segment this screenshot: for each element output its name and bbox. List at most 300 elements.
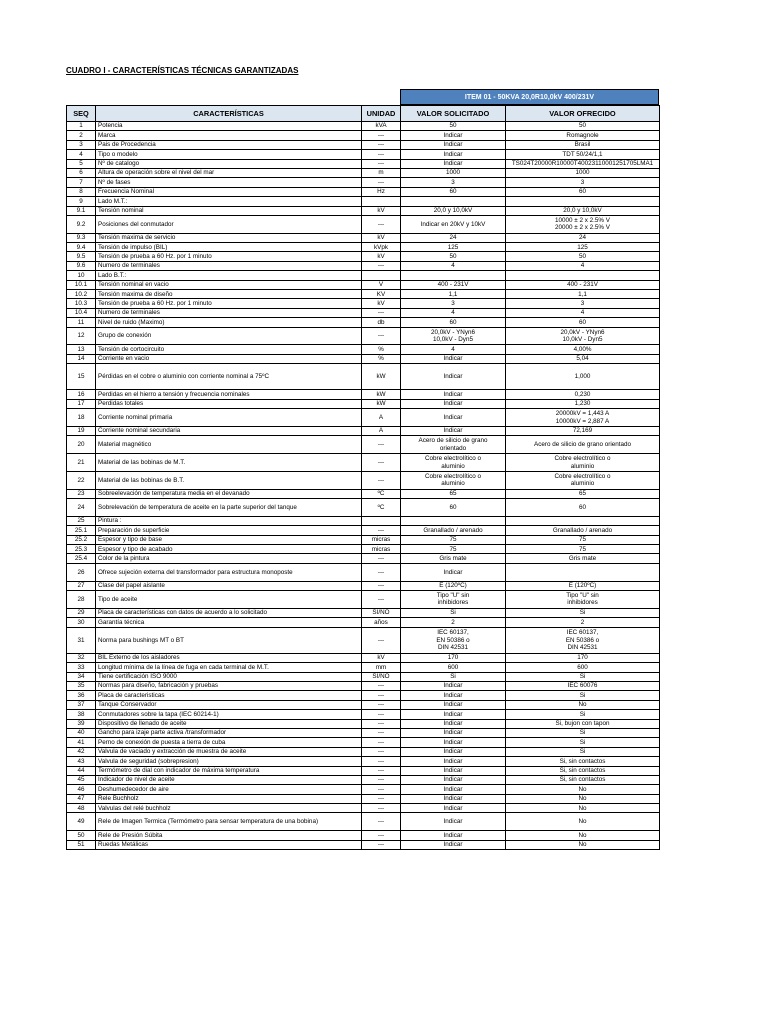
characteristic-cell: Perdidas en el hierro a tensión y frecuencia nominales [96, 390, 362, 399]
table-row [67, 591, 660, 609]
table-row [67, 794, 660, 803]
unit-cell: --- [362, 840, 401, 849]
table-row [67, 409, 660, 427]
table-row [67, 233, 660, 242]
seq-cell: 10.1 [67, 280, 96, 289]
requested-value-cell: 60 [401, 318, 506, 327]
requested-value-cell: Indicar [401, 150, 506, 159]
table-row [67, 710, 660, 719]
unit-cell: --- [362, 757, 401, 766]
requested-value-cell: Indicar [401, 354, 506, 363]
characteristic-cell: Frecuencia Nominal [96, 187, 362, 196]
unit-cell: --- [362, 591, 401, 609]
table-row [67, 187, 660, 196]
unit-cell: micras [362, 535, 401, 544]
unit-cell: --- [362, 804, 401, 813]
unit-cell: A [362, 426, 401, 435]
table-row [67, 775, 660, 784]
requested-value-cell: Acero de silicio de grano orientado [401, 436, 506, 454]
characteristic-cell: Material de las bobinas de M.T. [96, 454, 362, 472]
seq-cell: 3 [67, 140, 96, 149]
unit-cell: --- [362, 581, 401, 590]
characteristic-cell: Sobrelevación de temperatura de aceite en la parte superior del tanque [96, 499, 362, 517]
requested-value-cell: 2 [401, 618, 506, 627]
offered-value-cell: 50 [506, 122, 660, 131]
offered-value-cell: Tipo "U" sin inhibidores [506, 591, 660, 609]
table-row [67, 178, 660, 187]
seq-cell: 25.4 [67, 554, 96, 563]
requested-value-cell [401, 271, 506, 280]
table-row [67, 308, 660, 317]
characteristic-cell: Perdidas totales [96, 399, 362, 408]
characteristic-cell: Ofrece sujeción externa del transformador para estructura monoposte [96, 563, 362, 581]
characteristic-cell: Pais de Procedencia [96, 140, 362, 149]
seq-cell: 18 [67, 409, 96, 427]
offered-value-cell: Si, sin contactos [506, 775, 660, 784]
offered-value-cell: 10000 ± 2 x 2.5% V 20000 ± 2 x 2.5% V [506, 215, 660, 233]
seq-cell: 9 [67, 197, 96, 206]
requested-value-cell: Si [401, 672, 506, 681]
offered-value-cell: Granallado / arenado [506, 526, 660, 535]
unit-cell: --- [362, 140, 401, 149]
characteristic-cell: Ruedas Metálicas [96, 840, 362, 849]
offered-value-cell: Si [506, 710, 660, 719]
seq-cell: 25.2 [67, 535, 96, 544]
seq-cell: 40 [67, 728, 96, 737]
requested-value-cell: 3 [401, 178, 506, 187]
seq-cell: 30 [67, 618, 96, 627]
requested-value-cell: 4 [401, 261, 506, 270]
characteristic-cell: Grupo de conexión [96, 327, 362, 345]
table-row [67, 535, 660, 544]
seq-cell: 37 [67, 700, 96, 709]
unit-cell: micras [362, 545, 401, 554]
unit-cell: kW [362, 399, 401, 408]
table-header-row [67, 106, 660, 122]
offered-value-cell: E (120ºC) [506, 581, 660, 590]
seq-cell: 46 [67, 785, 96, 794]
characteristic-cell: Nivel de ruido (Maximo) [96, 318, 362, 327]
offered-value-cell: No [506, 813, 660, 831]
requested-value-cell: Indicar [401, 409, 506, 427]
seq-cell: 32 [67, 653, 96, 662]
characteristic-cell: Potencia [96, 122, 362, 131]
characteristic-cell: Perno de conexión de puesta a tierra de cuba [96, 738, 362, 747]
seq-cell: 9.6 [67, 261, 96, 270]
table-row [67, 728, 660, 737]
characteristic-cell: Material de las bobinas de B.T. [96, 471, 362, 489]
requested-value-cell: Gris mate [401, 554, 506, 563]
offered-value-cell [506, 271, 660, 280]
characteristic-cell: Tiene certificación ISO 9000 [96, 672, 362, 681]
table-row [67, 206, 660, 215]
characteristic-cell: Tensión de prueba a 60 Hz. por 1 minuto [96, 252, 362, 261]
offered-value-cell: TS024T20000R10000T40023110001251705LMA1 [506, 159, 660, 168]
offered-value-cell: 60 [506, 318, 660, 327]
requested-value-cell: 600 [401, 663, 506, 672]
offered-value-cell [506, 563, 660, 581]
unit-cell: kV [362, 299, 401, 308]
offered-value-cell: 1000 [506, 168, 660, 177]
seq-cell: 33 [67, 663, 96, 672]
offered-value-cell: Brasil [506, 140, 660, 149]
unit-cell: --- [362, 454, 401, 472]
seq-cell: 22 [67, 471, 96, 489]
characteristic-cell: Garantía técnica [96, 618, 362, 627]
offered-value-cell: 60 [506, 187, 660, 196]
characteristic-cell: Altura de operación sobre el nivel del mar [96, 168, 362, 177]
characteristic-cell: Nº de catalogo [96, 159, 362, 168]
unit-cell: --- [362, 215, 401, 233]
unit-cell: --- [362, 627, 401, 653]
offered-value-cell: Si, sin contactos [506, 766, 660, 775]
requested-value-cell: Indicar [401, 399, 506, 408]
requested-value-cell: 65 [401, 489, 506, 498]
table-row [67, 454, 660, 472]
unit-cell: kVA [362, 122, 401, 131]
table-row [67, 700, 660, 709]
offered-value-cell: 0,230 [506, 390, 660, 399]
offered-value-cell: Cobre electrolítico o aluminio [506, 454, 660, 472]
table-row [67, 131, 660, 140]
table-row [67, 243, 660, 252]
unit-cell: --- [362, 775, 401, 784]
unit-cell: --- [362, 719, 401, 728]
unit-cell: Hz [362, 187, 401, 196]
offered-value-cell: 125 [506, 243, 660, 252]
offered-value-cell: 60 [506, 499, 660, 517]
requested-value-cell: Indicar [401, 738, 506, 747]
seq-cell: 14 [67, 354, 96, 363]
table-row [67, 618, 660, 627]
unit-cell: --- [362, 159, 401, 168]
seq-cell: 48 [67, 804, 96, 813]
table-row [67, 840, 660, 849]
offered-value-cell: Si [506, 672, 660, 681]
table-row [67, 364, 660, 390]
seq-cell: 16 [67, 390, 96, 399]
offered-value-cell: Si, bujon con tapon [506, 719, 660, 728]
seq-cell: 1 [67, 122, 96, 131]
unit-cell: V [362, 280, 401, 289]
requested-value-cell: 3 [401, 299, 506, 308]
unit-cell: --- [362, 436, 401, 454]
characteristic-cell: Espesor y tipo de acabado [96, 545, 362, 554]
table-row [67, 738, 660, 747]
offered-value-cell: 3 [506, 178, 660, 187]
requested-value-cell: 4 [401, 345, 506, 354]
seq-cell: 2 [67, 131, 96, 140]
seq-cell: 13 [67, 345, 96, 354]
characteristic-cell: Corriente nominal secundaria [96, 426, 362, 435]
table-row [67, 399, 660, 408]
characteristic-cell: Pintura : [96, 516, 362, 525]
seq-cell: 47 [67, 794, 96, 803]
requested-value-cell: Cobre electrolítico o aluminio [401, 454, 506, 472]
characteristic-cell: Tensión nominal en vacio [96, 280, 362, 289]
offered-value-cell: Si [506, 691, 660, 700]
requested-value-cell: 24 [401, 233, 506, 242]
table-row [67, 327, 660, 345]
seq-cell: 15 [67, 364, 96, 390]
table-row [67, 663, 660, 672]
table-row [67, 345, 660, 354]
seq-cell: 27 [67, 581, 96, 590]
unit-cell: A [362, 409, 401, 427]
unit-cell: --- [362, 710, 401, 719]
offered-value-cell: 170 [506, 653, 660, 662]
table-row [67, 252, 660, 261]
table-row [67, 785, 660, 794]
characteristic-cell: Tensión nominal [96, 206, 362, 215]
table-row [67, 290, 660, 299]
seq-cell: 51 [67, 840, 96, 849]
characteristic-cell: Placa de caracteristicas [96, 691, 362, 700]
unit-cell: --- [362, 738, 401, 747]
table-row [67, 299, 660, 308]
seq-cell: 12 [67, 327, 96, 345]
characteristic-cell: Posiciones del conmutador [96, 215, 362, 233]
unit-cell: --- [362, 178, 401, 187]
requested-value-cell: 75 [401, 545, 506, 554]
table-row [67, 436, 660, 454]
seq-cell: 9.5 [67, 252, 96, 261]
table-row [67, 140, 660, 149]
unit-cell: --- [362, 813, 401, 831]
unit-cell: --- [362, 785, 401, 794]
seq-cell: 10.2 [67, 290, 96, 299]
table-row [67, 526, 660, 535]
seq-cell: 25.3 [67, 545, 96, 554]
table-row [67, 804, 660, 813]
unit-cell: --- [362, 308, 401, 317]
requested-value-cell: 50 [401, 122, 506, 131]
requested-value-cell: 400 - 231V [401, 280, 506, 289]
characteristic-cell: Tensión maxima de diseño [96, 290, 362, 299]
requested-value-cell: Indicar [401, 682, 506, 691]
unit-cell: kV [362, 206, 401, 215]
requested-value-cell: Indicar [401, 775, 506, 784]
header-offered-value: VALOR OFRECIDO [506, 106, 660, 122]
offered-value-cell: 20,0kV - YNyn6 10,0kV - Dyn5 [506, 327, 660, 345]
offered-value-cell: 65 [506, 489, 660, 498]
table-row [67, 168, 660, 177]
unit-cell: --- [362, 794, 401, 803]
requested-value-cell: Indicar [401, 364, 506, 390]
seq-cell: 39 [67, 719, 96, 728]
seq-cell: 19 [67, 426, 96, 435]
characteristic-cell: Corriente en vacio [96, 354, 362, 363]
requested-value-cell: Indicar [401, 426, 506, 435]
unit-cell [362, 197, 401, 206]
characteristic-cell: Gancho para izaje parte activa /transformador [96, 728, 362, 737]
unit-cell: kV [362, 252, 401, 261]
offered-value-cell: No [506, 840, 660, 849]
offered-value-cell: 4,00% [506, 345, 660, 354]
offered-value-cell: No [506, 794, 660, 803]
characteristic-cell: Termómetro de dial con indicador de máxima temperatura [96, 766, 362, 775]
requested-value-cell: E (120ºC) [401, 581, 506, 590]
requested-value-cell: 1,1 [401, 290, 506, 299]
table-row [67, 627, 660, 653]
characteristic-cell: Rele de Presión Súbita [96, 831, 362, 840]
offered-value-cell: IEC 60076 [506, 682, 660, 691]
unit-cell: kW [362, 364, 401, 390]
seq-cell: 25.1 [67, 526, 96, 535]
requested-value-cell: Indicar [401, 785, 506, 794]
offered-value-cell: IEC 60137, EN 50386 o DIN 42531 [506, 627, 660, 653]
table-row [67, 653, 660, 662]
seq-cell: 9.2 [67, 215, 96, 233]
offered-value-cell: Romagnole [506, 131, 660, 140]
seq-cell: 45 [67, 775, 96, 784]
seq-cell: 5 [67, 159, 96, 168]
table-row [67, 280, 660, 289]
offered-value-cell: 75 [506, 545, 660, 554]
table-row [67, 489, 660, 498]
characteristic-cell: Pérdidas en el cobre o aluminio con corriente nominal a 75ºC [96, 364, 362, 390]
characteristic-cell: Tensión de cortocircuito [96, 345, 362, 354]
characteristic-cell: Indicador de nivel de aceite [96, 775, 362, 784]
unit-cell: kVpk [362, 243, 401, 252]
requested-value-cell: Indicar [401, 159, 506, 168]
seq-cell: 42 [67, 747, 96, 756]
table-row [67, 682, 660, 691]
unit-cell: kV [362, 653, 401, 662]
requested-value-cell: Si [401, 608, 506, 617]
unit-cell: --- [362, 563, 401, 581]
requested-value-cell: Indicar [401, 710, 506, 719]
seq-cell: 10.3 [67, 299, 96, 308]
offered-value-cell: Acero de silicio de grano orientado [506, 436, 660, 454]
table-row [67, 499, 660, 517]
unit-cell: --- [362, 554, 401, 563]
unit-cell [362, 516, 401, 525]
unit-cell: ºC [362, 499, 401, 517]
characteristic-cell: Valvulas del relé buchholz [96, 804, 362, 813]
seq-cell: 17 [67, 399, 96, 408]
requested-value-cell: Indicar [401, 140, 506, 149]
characteristic-cell: Espesor y tipo de base [96, 535, 362, 544]
requested-value-cell: 125 [401, 243, 506, 252]
characteristic-cell: Tipo de aceite [96, 591, 362, 609]
requested-value-cell: Indicar [401, 813, 506, 831]
offered-value-cell: 72,169 [506, 426, 660, 435]
requested-value-cell: 20,0kV - YNyn6 10,0kV - Dyn5 [401, 327, 506, 345]
table-row [67, 318, 660, 327]
seq-cell: 36 [67, 691, 96, 700]
requested-value-cell: 60 [401, 187, 506, 196]
unit-cell: --- [362, 261, 401, 270]
table-row [67, 150, 660, 159]
offered-value-cell: 400 - 231V [506, 280, 660, 289]
unit-cell: SI/NO [362, 608, 401, 617]
unit-cell: años [362, 618, 401, 627]
seq-cell: 20 [67, 436, 96, 454]
characteristic-cell: Rele de Imagen Termica (Termómetro para sensar temperatura de una bobina) [96, 813, 362, 831]
characteristic-cell: Numero de terminales [96, 261, 362, 270]
seq-cell: 31 [67, 627, 96, 653]
offered-value-cell: 24 [506, 233, 660, 242]
seq-cell: 29 [67, 608, 96, 617]
requested-value-cell: Cobre electrolítico o aluminio [401, 471, 506, 489]
table-row [67, 747, 660, 756]
seq-cell: 7 [67, 178, 96, 187]
seq-cell: 9.1 [67, 206, 96, 215]
table-row [67, 471, 660, 489]
table-row [67, 719, 660, 728]
characteristic-cell: Dispositivo de llenado de aceite [96, 719, 362, 728]
characteristic-cell: Nº de fases [96, 178, 362, 187]
characteristic-cell: Sobreelevación de temperatura media en el devanado [96, 489, 362, 498]
seq-cell: 11 [67, 318, 96, 327]
characteristic-cell: Conmutadores sobre la tapa (IEC 60214-1) [96, 710, 362, 719]
table-row [67, 554, 660, 563]
offered-value-cell: No [506, 804, 660, 813]
seq-cell: 50 [67, 831, 96, 840]
seq-cell: 9.4 [67, 243, 96, 252]
table-row [67, 516, 660, 525]
unit-cell: --- [362, 150, 401, 159]
unit-cell: --- [362, 131, 401, 140]
characteristic-cell: Valvula de seguridad (sobrepresion) [96, 757, 362, 766]
table-row [67, 159, 660, 168]
offered-value-cell [506, 516, 660, 525]
header-characteristic: CARACTERÍSTICAS [96, 106, 362, 122]
requested-value-cell: Indicar [401, 390, 506, 399]
table-row [67, 545, 660, 554]
table-row [67, 426, 660, 435]
requested-value-cell: 60 [401, 499, 506, 517]
seq-cell: 23 [67, 489, 96, 498]
requested-value-cell: Indicar [401, 131, 506, 140]
requested-value-cell [401, 516, 506, 525]
offered-value-cell: Si [506, 608, 660, 617]
requested-value-cell: Indicar [401, 747, 506, 756]
unit-cell: --- [362, 700, 401, 709]
specs-table [66, 105, 660, 850]
offered-value-cell: 1,000 [506, 364, 660, 390]
characteristic-cell: Normas para diseño, fabricación y pruebas [96, 682, 362, 691]
unit-cell: --- [362, 682, 401, 691]
unit-cell [362, 271, 401, 280]
characteristic-cell: Tensión de prueba a 60 Hz. por 1 minuto [96, 299, 362, 308]
table-row [67, 215, 660, 233]
seq-cell: 8 [67, 187, 96, 196]
unit-cell: --- [362, 831, 401, 840]
unit-cell: --- [362, 747, 401, 756]
characteristic-cell: Clase del papel aislante [96, 581, 362, 590]
offered-value-cell: No [506, 700, 660, 709]
table-row [67, 581, 660, 590]
requested-value-cell: 75 [401, 535, 506, 544]
offered-value-cell: 4 [506, 308, 660, 317]
offered-value-cell [506, 197, 660, 206]
table-row [67, 122, 660, 131]
characteristic-cell: Tanque Conservador [96, 700, 362, 709]
requested-value-cell: Indicar [401, 794, 506, 803]
offered-value-cell: Gris mate [506, 554, 660, 563]
offered-value-cell: No [506, 831, 660, 840]
characteristic-cell: Tensión maxima de servicio [96, 233, 362, 242]
seq-cell: 43 [67, 757, 96, 766]
offered-value-cell: Cobre electrolítico o aluminio [506, 471, 660, 489]
characteristic-cell: Marca [96, 131, 362, 140]
seq-cell: 35 [67, 682, 96, 691]
characteristic-cell: Valvula de vaciado y extracción de muestra de aceite [96, 747, 362, 756]
unit-cell: m [362, 168, 401, 177]
characteristic-cell: Norma para bushings MT o BT [96, 627, 362, 653]
